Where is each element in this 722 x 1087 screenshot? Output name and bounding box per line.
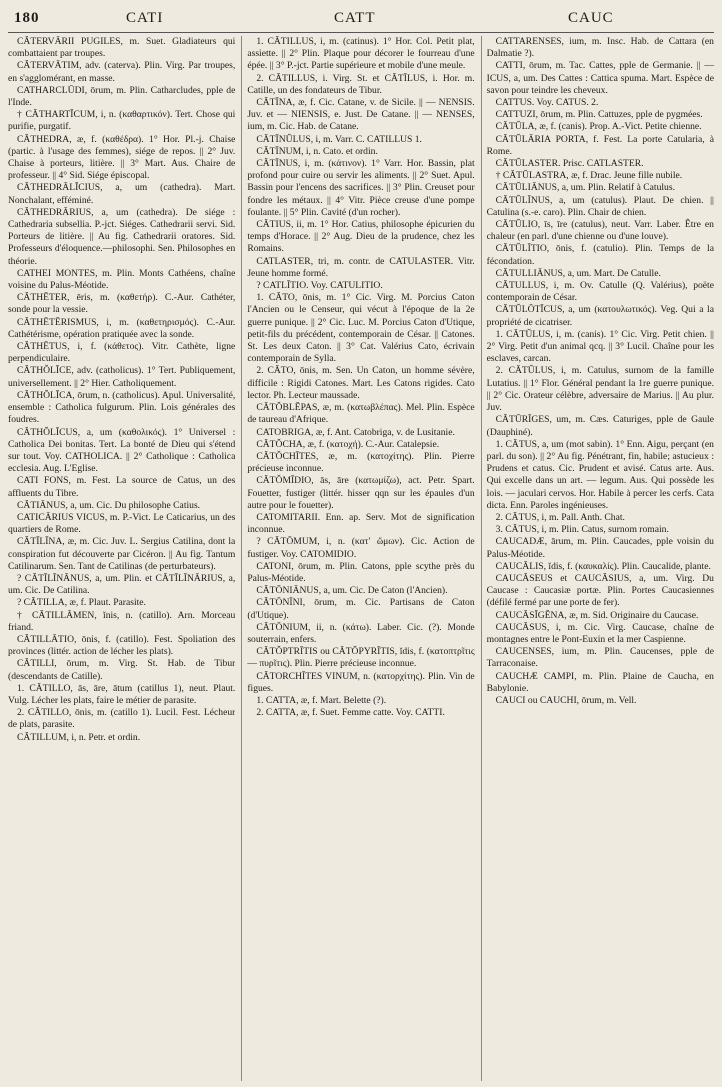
dictionary-entry: 2. CĂTILLO, ōnis, m. (catillo 1). Lucil. Fest. Lécheur de plats, parasite. [8,707,236,731]
dictionary-entry: CAUCĂLIS, ĭdis, f. (καυκαλίς). Plin. Caucalide, plante. [495,560,711,572]
dictionary-entry: CAUCHÆ CAMPI, m. Plin. Plaine de Caucha, en Babylonie. [486,670,714,694]
dictionary-entry: CĂTŌNIĀNUS, a, um. Cic. De Caton (l'Ancien). [256,585,448,597]
dictionary-entry: 1. CĂTILLO, ās, āre, ātum (catillus 1), neut. Plaut. Vulg. Lécher les plats, faire le métier de parasite. [8,682,236,706]
dictionary-entry: CĂTĪNUM, i, n. Cato. et ordin. [256,145,378,157]
dictionary-entry: CĂTĪLĪNA, æ, m. Cic. Juv. L. Sergius Catilina, dont la conspiration fut découverte par Cicéron. || Au fig. Tantum Catilinarum. Sen. Tant de Catilinas (de perturbateurs). [8,536,236,572]
column-middle [241,36,474,1081]
dictionary-entry: CAUCĂSEUS et CAUCĂSIUS, a, um. Virg. Du Caucase : Caucasiæ portæ. Plin. Portes Caucasiennes (défilé fermé par une porte de fer). [486,572,714,609]
dictionary-entry: CĂTILLĀTIO, ōnis, f. (catillo). Fest. Spoliation des provinces (littér. action de lécher les plats). [8,633,236,658]
dictionary-entry: 1. CĂTO, ōnis, m. 1° Cic. Virg. M. Porcius Caton l'Ancien ou le Censeur, qui vécut à l'époque de la 2e guerre punique. || 2° Cic. Luc. M. Porcius Caton d'Utique, petit-fils du précédent, contemporain de César. || Catones. St. Les deux Caton. || 3° Cat. Valérius Cato, écrivain contemporain de Sylla. [247,292,475,365]
dictionary-entry: CĂTŬLA, æ, f. (canis). Prop. A.-Vict. Petite chienne. [495,121,702,133]
dictionary-entry: 2. CATTA, æ, f. Suet. Femme catte. Voy. CATTI. [256,707,445,719]
page-number: 180 [14,10,40,26]
running-header [8,6,714,33]
dictionary-entry: 2. CĂTO, ōnis, m. Sen. Un Caton, un homme sévère, difficile : Rigidi Catones. Mart. Les Catons rigides. Cato lector. Ph. Lecteur maussade. [247,365,475,401]
dictionary-entry: CATHEI MONTES, m. Plin. Monts Cathéens, chaîne voisine du Palus-Méotide. [8,267,236,292]
dictionary-entry: CĂTHŎLĬCA, ōrum, n. (catholicus). Apul. Universalité, ensemble : Catholica fulgurum. Plin. Lois générales des foudres. [8,389,236,426]
dictionary-entry: CĂTŬLĪNUS, a, um (catulus). Plaut. De chien. || Catulina (s.-e. caro). Plin. Chair de chien. [486,194,714,218]
dictionary-entry: CĂTŬLIĀNUS, a, um. Plin. Relatif à Catulus. [495,182,675,194]
dictionary-entry: CĂTŎMĪDIO, ās, āre (κατωμίζω), act. Petr. Spart. Fouetter, fustiger (littér. hisser qqn sur les épaules d'un autre pour le fouetter). [247,475,475,511]
dictionary-entry: CĂTHĒTER, ēris, m. (καθετήρ). C.-Aur. Cathéter, sonde pour la vessie. [8,292,236,316]
dictionary-entry: CAUCI ou CAUCHI, ōrum, m. Vell. [495,694,637,706]
dictionary-entry: CATTARENSES, ium, m. Insc. Hab. de Cattara (en Dalmatie ?). [486,36,714,60]
dictionary-entry: CATTI, ōrum, m. Tac. Cattes, pple de Germanie. || — ICUS, a, um. Des Cattes : Cattica spuma. Mart. Espèce de savon pour teindre les cheveux. [486,60,714,96]
header-guide-word-center: CATT [334,10,376,26]
column-right [481,36,714,1081]
dictionary-entry: ? CĂTŌMUM, i, n. (κατ' ὤμων). Cic. Action de fustiger. Voy. CATOMIDIO. [247,536,475,560]
dictionary-entry: CĂTŎCHA, æ, f. (κατοχή). C.-Aur. Catalepsie. [256,438,440,450]
dictionary-entry: CĂTHĒTUS, i, f. (κάθετος). Vitr. Cathète, ligne perpendiculaire. [8,341,236,365]
dictionary-entry: † CĂTHARTĬCUM, i, n. (καθαρτικόν). Tert. Chose qui purifie, purgatif. [8,109,236,133]
dictionary-entry: † CĂTŬLASTRA, æ, f. Drac. Jeune fille nubile. [495,170,683,182]
header-guide-word-left: CATI [126,10,164,26]
dictionary-entry: CĂTĪNŬLUS, i, m. Varr. C. CATILLUS 1. [256,133,422,145]
dictionary-entry: CĂTŬLASTER. Prisc. CATLASTER. [495,158,644,170]
dictionary-entry: CATTUZI, ōrum, m. Plin. Cattuzes, pple de pygmées. [495,109,703,121]
dictionary-entry: CĂTERVĀTIM, adv. (caterva). Plin. Virg. Par troupes, en s'agglomérant, en masse. [8,60,236,84]
dictionary-entry: CĂTĪNUS, i, m. (κάτινον). 1° Varr. Hor. Bassin, plat profond pour cuire ou servir les aliments. || 2° Suet. Apul. Bassin pour l'encens des sacrifices. || 3° Plin. Creuset pour fondre les métaux. || 4° Vitr. Pièce creuse d'une pompe foulante. || 5° Plin. Cavité (d'un rocher). [247,158,475,218]
dictionary-entry: CAUCENSES, ium, m. Plin. Caucenses, pple de Tarraconaise. [486,646,714,670]
dictionary-entry: CĂTIĀNUS, a, um. Cic. Du philosophe Catius. [17,499,201,511]
dictionary-entry: CĂTHEDRA, æ, f. (καθέδρα). 1° Hor. Pl.-j. Chaise (partic. à l'usage des femmes), siége de repos. || 2° Juv. Chaise à porteurs, litière. || 3° Mart. Aus. Chaire de professeur. || 4° Sid. Siége épiscopal. [8,133,236,182]
dictionary-entry: CĂTHŎLĬCUS, a, um (καθολικός). 1° Universel : Catholica Dei bonitas. Tert. La bonté de Dieu qui s'étend sur tout. Voy. CATHOLICA. || 2° Catholique : Catholica ecclesia. Aug. L'Eglise. [8,426,236,475]
dictionary-entry: CATOMITARII. Enn. ap. Serv. Mot de signification inconnue. [247,511,475,536]
dictionary-entry: CĂTŎBLĔPAS, æ, m. (κατωβλέπας). Mel. Plin. Espèce de taureau d'Afrique. [247,402,475,426]
dictionary-entry: 2. CĂTUS, i, m. Pall. Anth. Chat. [495,511,625,523]
dictionary-entry: ? CĂTILLA, æ, f. Plaut. Parasite. [17,597,146,609]
dictionary-entry: CATHARCLŪDI, ōrum, m. Plin. Catharcludes, pple de l'Inde. [8,84,236,109]
dictionary-entry: CĂTŬLIO, īs, īre (catulus), neut. Varr. Laber. Être en chaleur (en parl. d'une chienne ou d'une louve). [486,219,714,243]
dictionary-entry: CĂTULLUS, i, m. Ov. Catulle (Q. Valérius), poëte contemporain de César. [486,280,714,304]
dictionary-entry: CĂTŎCHĪTES, æ, m. (κατοχίτης). Plin. Pierre précieuse inconnue. [247,450,475,475]
dictionary-entry: CĂTORCHĪTES VINUM, n. (κατορχίτης). Plin. Vin de figues. [247,670,475,694]
dictionary-entry: CĂTŪRĪGES, um, m. Cæs. Caturiges, pple de Gaule (Dauphiné). [486,414,714,438]
dictionary-entry: ? CĂTĪLĪNĀNUS, a, um. Plin. et CĂTĪLĪNĀRIUS, a, um. Cic. De Catilina. [8,572,236,597]
dictionary-entry: CĂTIUS, ii, m. 1° Hor. Catius, philosophe épicurien du temps d'Horace. || 2° Aug. Dieu de la prudence, chez les Romains. [247,219,475,255]
dictionary-entry: 1. CATTA, æ, f. Mart. Belette (?). [256,694,387,706]
dictionary-entry: CĂTŬLĪTIO, ōnis, f. (catulio). Plin. Temps de la fécondation. [486,243,714,267]
dictionary-entry: 1. CĂTILLUS, i, m. (catinus). 1° Hor. Col. Petit plat, assiette. || 2° Plin. Plaque pour décorer le fourreau d'une épée. || 3° P.-jct. Partie supérieure et mobile d'une meule. [247,36,475,72]
column-left [8,36,235,1081]
dictionary-entry: CAUCĂSĬGĔNA, æ, m. Sid. Originaire du Caucase. [495,609,699,621]
dictionary-entry: CĂTILLUM, i, n. Petr. et ordin. [17,731,141,743]
dictionary-entry: CATOBRIGA, æ, f. Ant. Catobriga, v. de Lusitanie. [256,426,455,438]
text-columns [8,36,714,1081]
dictionary-entry: ? CATLĪTIO. Voy. CATULITIO. [256,280,383,292]
dictionary-entry: CATICĀRIUS VICUS, m. P.-Vict. Le Caticarius, un des quartiers de Rome. [8,511,236,536]
dictionary-entry: CĂTHEDRĀRIUS, a, um (cathedra). De siége : Cathedraria subsellia. P.-jct. Siéges. Cathedrarii servi. Sid. Porteurs de litière. || Au fig. Cathedrarii oratores. Sid. Professeurs d'éloquence.—philosophi. Sen. Philosophes en théorie. [8,206,236,267]
dictionary-entry: CĂTHŎLĬCE, adv. (catholicus). 1° Tert. Publiquement, universellement. || 2° Hier. Catholiquement. [8,365,236,389]
dictionary-entry: 3. CĂTUS, i, m. Plin. Catus, surnom romain. [495,524,669,536]
dictionary-entry: † CĂTILLĀMEN, ĭnis, n. (catillo). Arn. Morceau friand. [8,609,236,633]
dictionary-entry: CAUCADÆ, ārum, m. Plin. Caucades, pple voisin du Palus-Méotide. [486,536,714,560]
dictionary-entry: 1. CĂTUS, a, um (mot sabin). 1° Enn. Aigu, perçant (en parl. du son). || 2° Au fig. Pénétrant, fin, habile; astucieux : Prudens et catus. Cic. Prudent et avisé. Catus arte. Aus. Qui excelle dans un art. — legum. Aus. Qui possède les lois. — jaculari cervos. Hor. Habile à percer les cerfs. Cata dicta. Enn. Paroles ingénieuses. [486,438,714,511]
dictionary-entry: CĂTŌNĪNI, ōrum, m. Cic. Partisans de Caton (d'Utique). [247,597,475,621]
dictionary-entry: CĂTŎPTRĪTIS ou CĂTŎPYRĪTIS, ĭdis, f. (κατοπτρῖτις — πυρῖτις). Plin. Pierre précieuse inconnue. [247,646,475,670]
dictionary-entry: 2. CĂTILLUS, i. Virg. St. et CĂTĪLUS, i. Hor. m. Catille, un des fondateurs de Tibur. [247,72,475,96]
dictionary-entry: 1. CĂTŬLUS, i, m. (canis). 1° Cic. Virg. Petit chien. || 2° Virg. Petit d'un animal qcq. || 3° Lucil. Chaîne pour les esclaves, carcan. [486,328,714,365]
dictionary-entry: CATLASTER, tri, m. contr. de CATULASTER. Vitr. Jeune homme formé. [247,255,475,279]
dictionary-entry: CATONI, ōrum, m. Plin. Catons, pple scythe près du Palus-Méotide. [247,560,475,584]
dictionary-entry: CATI FONS, m. Fest. La source de Catus, un des affluents du Tibre. [8,475,236,499]
dictionary-entry: CĂTŬLŌTĬCUS, a, um (κατουλωτικός). Veg. Qui a la propriété de cicatriser. [486,304,714,328]
header-guide-word-right: CAUC [568,10,614,26]
dictionary-entry: CĂTŬLĀRIA PORTA, f. Fest. La porte Catularia, à Rome. [486,133,714,157]
dictionary-entry: CĂTHĒTĒRISMUS, i, m. (καθετηρισμός). C.-Aur. Cathétérisme, opération pratiquée avec la sonde. [8,316,236,340]
dictionary-entry: 2. CĂTŬLUS, i, m. Catulus, surnom de la famille Lutatius. || 1° Flor. Général pendant la 1re guerre punique. || 2° Cic. Orateur célèbre, adversaire de Marius. || Au plur. Juv. [486,365,714,414]
dictionary-entry: CĂTILLI, ōrum, m. Virg. St. Hab. de Tibur (descendants de Catille). [8,658,236,682]
dictionary-entry: CĂTĪNA, æ, f. Cic. Catane, v. de Sicile. || — NENSIS. Juv. et — NIENSIS, e. Just. De Catane. || — NENSES, ium, m. Cic. Hab. de Catane. [247,97,475,133]
dictionary-entry: CAUCĂSUS, i, m. Cic. Virg. Caucase, chaîne de montagnes entre le Pont-Euxin et la mer Caspienne. [486,621,714,645]
dictionary-entry: CĂTERVĀRII PUGILES, m. Suet. Gladiateurs qui combattaient par troupes. [8,36,236,60]
dictionary-entry: CATTUS. Voy. CATUS. 2. [495,97,599,109]
dictionary-entry: CĂTULLIĀNUS, a, um. Mart. De Catulle. [495,267,661,279]
dictionary-entry: CĂTŌNIUM, ii, n. (κάτω). Laber. Cic. (?). Monde souterrain, enfers. [247,621,475,645]
dictionary-entry: CĂTHEDRĀLĬCIUS, a, um (cathedra). Mart. Nonchalant, efféminé. [8,182,236,206]
